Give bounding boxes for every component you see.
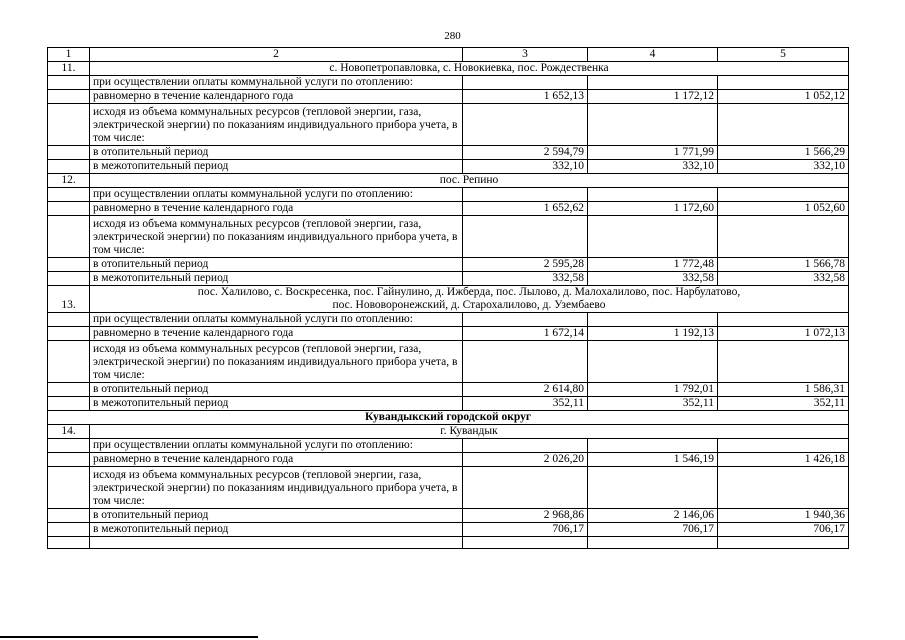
row-label: при осуществлении оплаты коммунальной услуги по отоплению: <box>90 313 463 327</box>
row-label: в межотопительный период <box>90 160 463 174</box>
value-col-3: 352,11 <box>463 397 588 411</box>
locality-name <box>90 62 849 76</box>
row-label: при осуществлении оплаты коммунальной услуги по отоплению: <box>90 439 463 453</box>
value-col-4: 1 192,13 <box>588 327 718 341</box>
value-col-4 <box>588 467 718 509</box>
value-col-5: 332,10 <box>718 160 849 174</box>
column-header-1: 1 <box>48 48 90 62</box>
blank-cell <box>463 537 588 549</box>
locality-name <box>90 286 849 313</box>
value-col-5 <box>718 313 849 327</box>
column-number-row <box>48 48 849 62</box>
value-col-3: 2 026,20 <box>463 453 588 467</box>
district-row <box>48 411 849 425</box>
tariff-row <box>48 313 849 327</box>
row-number-cell <box>48 104 90 146</box>
blank-cell <box>48 537 90 549</box>
value-col-3: 706,17 <box>463 523 588 537</box>
locality-name-line: пос. Репино <box>439 174 499 186</box>
value-col-4: 1 172,60 <box>588 202 718 216</box>
row-label: в отопительный период <box>90 509 463 523</box>
column-header-3: 3 <box>463 48 588 62</box>
value-col-3 <box>463 216 588 258</box>
tariff-row <box>48 439 849 453</box>
tariff-row <box>48 509 849 523</box>
value-col-4: 332,58 <box>588 272 718 286</box>
tariff-row <box>48 327 849 341</box>
value-col-5 <box>718 188 849 202</box>
tariff-row <box>48 104 849 146</box>
value-col-4: 352,11 <box>588 397 718 411</box>
row-label: исходя из объема коммунальных ресурсов (тепловой энергии, газа, электрической энергии) по показаниям индивидуального прибора учета, в том числе: <box>90 104 463 146</box>
row-number-cell <box>48 313 90 327</box>
value-col-3: 2 594,79 <box>463 146 588 160</box>
locality-name-line: пос. Нововоронежский, д. Старохалилово, д. Узембаево <box>332 299 606 311</box>
tariff-row <box>48 216 849 258</box>
tariff-row <box>48 160 849 174</box>
value-col-5: 1 072,13 <box>718 327 849 341</box>
value-col-4 <box>588 76 718 90</box>
value-col-5: 1 586,31 <box>718 383 849 397</box>
column-header-4: 4 <box>588 48 718 62</box>
locality-name <box>90 425 849 439</box>
bottom-rule <box>0 636 258 638</box>
value-col-4: 1 546,19 <box>588 453 718 467</box>
row-number-cell <box>48 397 90 411</box>
tariff-row <box>48 467 849 509</box>
value-col-5 <box>718 104 849 146</box>
row-label: при осуществлении оплаты коммунальной услуги по отоплению: <box>90 76 463 90</box>
row-number-cell <box>48 146 90 160</box>
value-col-5 <box>718 467 849 509</box>
locality-number: 13. <box>48 286 90 313</box>
row-label: исходя из объема коммунальных ресурсов (тепловой энергии, газа, электрической энергии) по показаниям индивидуального прибора учета, в том числе: <box>90 341 463 383</box>
tariff-row <box>48 453 849 467</box>
value-col-3: 1 672,14 <box>463 327 588 341</box>
tariff-row <box>48 90 849 104</box>
value-col-4 <box>588 188 718 202</box>
row-number-cell <box>48 467 90 509</box>
locality-header-row <box>48 286 849 313</box>
value-col-4: 706,17 <box>588 523 718 537</box>
row-number-cell <box>48 90 90 104</box>
value-col-5: 1 426,18 <box>718 453 849 467</box>
value-col-5 <box>718 216 849 258</box>
value-col-3 <box>463 313 588 327</box>
value-col-5: 1 052,12 <box>718 90 849 104</box>
tariff-row <box>48 383 849 397</box>
row-number-cell <box>48 216 90 258</box>
row-number-cell <box>48 76 90 90</box>
value-col-4: 1 792,01 <box>588 383 718 397</box>
column-header-2: 2 <box>90 48 463 62</box>
row-number-cell <box>48 509 90 523</box>
row-label: в межотопительный период <box>90 523 463 537</box>
blank-row <box>48 537 849 549</box>
row-number-cell <box>48 383 90 397</box>
row-label: равномерно в течение календарного года <box>90 202 463 216</box>
tariff-row <box>48 523 849 537</box>
value-col-3: 2 595,28 <box>463 258 588 272</box>
tariff-row <box>48 76 849 90</box>
row-label: в межотопительный период <box>90 397 463 411</box>
value-col-4 <box>588 341 718 383</box>
locality-number: 14. <box>48 425 90 439</box>
value-col-4 <box>588 104 718 146</box>
row-number-cell <box>48 523 90 537</box>
row-number-cell <box>48 341 90 383</box>
value-col-4: 1 772,48 <box>588 258 718 272</box>
locality-name-line: с. Новопетропавловка, с. Новокиевка, пос. Рождественка <box>329 62 609 74</box>
value-col-4 <box>588 313 718 327</box>
row-number-cell <box>48 160 90 174</box>
row-label: исходя из объема коммунальных ресурсов (тепловой энергии, газа, электрической энергии) по показаниям индивидуального прибора учета, в том числе: <box>90 467 463 509</box>
locality-header-row <box>48 425 849 439</box>
value-col-3 <box>463 341 588 383</box>
locality-name <box>90 174 849 188</box>
row-label: в отопительный период <box>90 383 463 397</box>
value-col-5: 706,17 <box>718 523 849 537</box>
row-number-cell <box>48 258 90 272</box>
value-col-5: 352,11 <box>718 397 849 411</box>
value-col-4: 1 771,99 <box>588 146 718 160</box>
row-number-cell <box>48 272 90 286</box>
value-col-3: 1 652,62 <box>463 202 588 216</box>
locality-number: 12. <box>48 174 90 188</box>
row-number-cell <box>48 188 90 202</box>
value-col-3 <box>463 104 588 146</box>
value-col-5: 332,58 <box>718 272 849 286</box>
row-label: равномерно в течение календарного года <box>90 90 463 104</box>
value-col-5: 1 566,78 <box>718 258 849 272</box>
row-number-cell <box>48 453 90 467</box>
row-number-cell <box>48 327 90 341</box>
tariff-row <box>48 202 849 216</box>
value-col-5 <box>718 341 849 383</box>
tariff-table <box>47 47 849 549</box>
value-col-4: 1 172,12 <box>588 90 718 104</box>
value-col-3 <box>463 439 588 453</box>
value-col-3: 332,10 <box>463 160 588 174</box>
locality-name-line: пос. Халилово, с. Воскресенка, пос. Гайнулино, д. Ижберда, пос. Лылово, д. Малохалилово, пос. Нарбулатово, <box>197 286 741 298</box>
row-label: при осуществлении оплаты коммунальной услуги по отоплению: <box>90 188 463 202</box>
row-label: равномерно в течение календарного года <box>90 327 463 341</box>
row-label: в межотопительный период <box>90 272 463 286</box>
row-label: в отопительный период <box>90 146 463 160</box>
value-col-5: 1 940,36 <box>718 509 849 523</box>
district-title: Кувандыкский городской округ <box>48 411 849 425</box>
blank-cell <box>90 537 463 549</box>
value-col-5 <box>718 76 849 90</box>
blank-cell <box>588 537 718 549</box>
value-col-5: 1 566,29 <box>718 146 849 160</box>
value-col-5: 1 052,60 <box>718 202 849 216</box>
locality-header-row <box>48 62 849 76</box>
row-number-cell <box>48 202 90 216</box>
value-col-5 <box>718 439 849 453</box>
tariff-row <box>48 146 849 160</box>
value-col-3 <box>463 467 588 509</box>
value-col-4 <box>588 216 718 258</box>
page-number: 280 <box>444 30 461 42</box>
locality-header-row <box>48 174 849 188</box>
value-col-3: 332,58 <box>463 272 588 286</box>
column-header-5: 5 <box>718 48 849 62</box>
row-number-cell <box>48 439 90 453</box>
row-label: исходя из объема коммунальных ресурсов (тепловой энергии, газа, электрической энергии) по показаниям индивидуального прибора учета, в том числе: <box>90 216 463 258</box>
locality-number: 11. <box>48 62 90 76</box>
blank-cell <box>718 537 849 549</box>
row-label: равномерно в течение календарного года <box>90 453 463 467</box>
row-label: в отопительный период <box>90 258 463 272</box>
value-col-3: 2 614,80 <box>463 383 588 397</box>
tariff-row <box>48 188 849 202</box>
table-body <box>48 48 849 549</box>
locality-name-line: г. Кувандык <box>440 425 498 437</box>
tariff-row <box>48 397 849 411</box>
tariff-row <box>48 341 849 383</box>
tariff-row <box>48 272 849 286</box>
value-col-4: 2 146,06 <box>588 509 718 523</box>
value-col-3: 1 652,13 <box>463 90 588 104</box>
value-col-4: 332,10 <box>588 160 718 174</box>
tariff-row <box>48 258 849 272</box>
value-col-4 <box>588 439 718 453</box>
value-col-3: 2 968,86 <box>463 509 588 523</box>
value-col-3 <box>463 188 588 202</box>
value-col-3 <box>463 76 588 90</box>
